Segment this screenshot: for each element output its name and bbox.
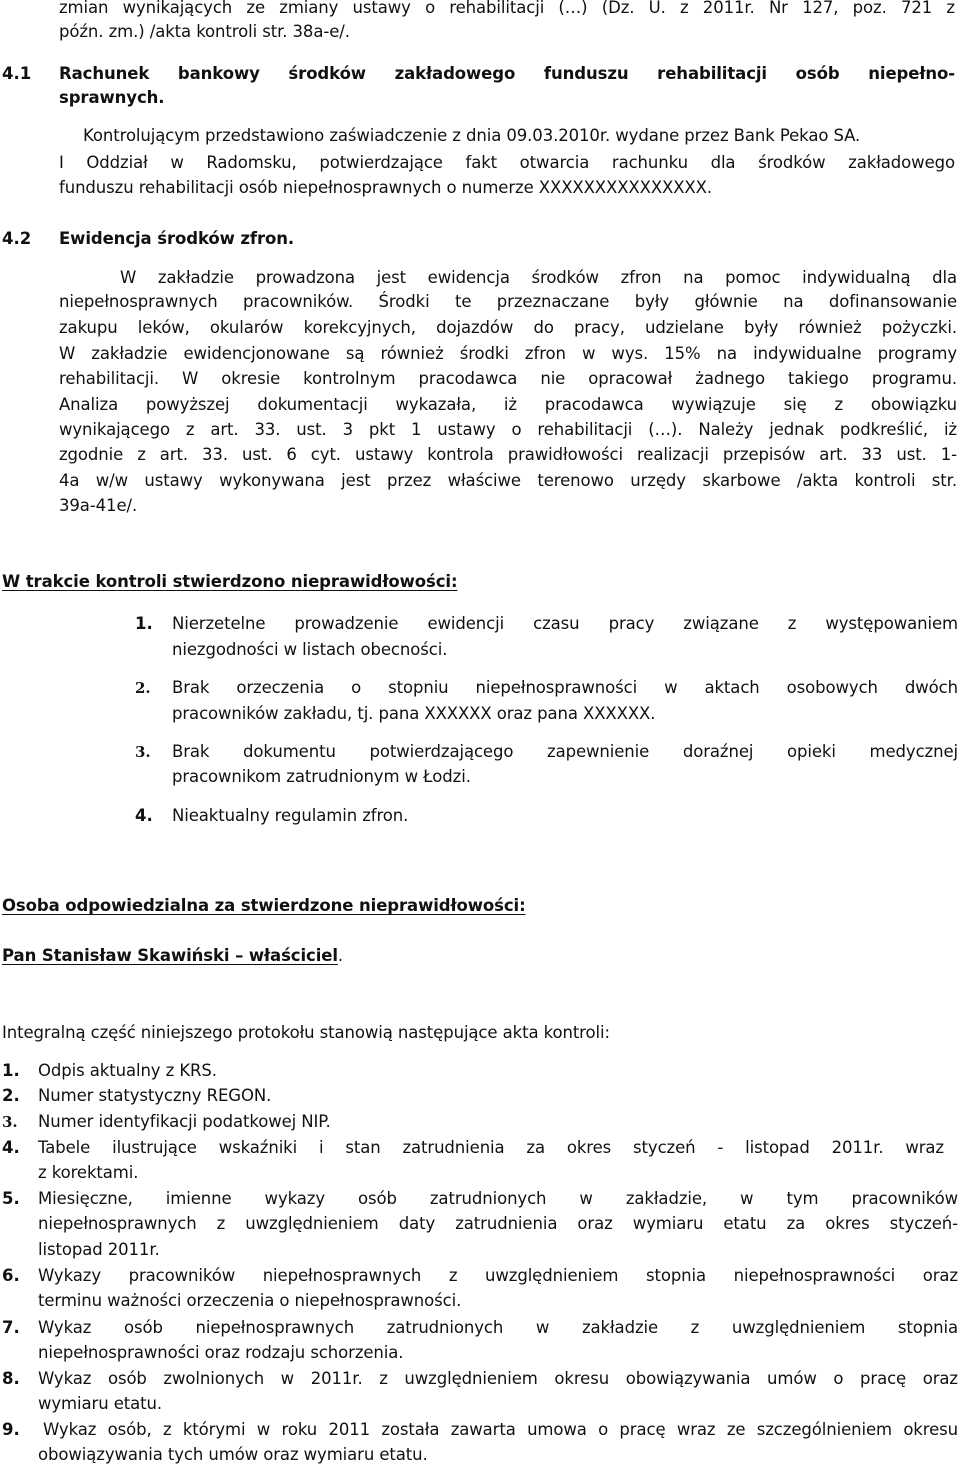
section-4-2-body-line-8: zgodnie z art. 33. ust. 6 cyt. ustawy kontrola prawidłowości realizacji przepisów art. 33 ust. 1-: [59, 445, 957, 464]
responsible-name: Pan Stanisław Skawiński – właściciel: [2, 946, 338, 965]
section-4-2-body-line-7: wynikającego z art. 33. ust. 3 pkt 1 ustawy o rehabilitacji (…). Należy jednak podkreślić, iż: [59, 420, 957, 439]
attachment-5-line-2: niepełnosprawnych z uwzględnieniem daty zatrudnienia oraz wymiaru etatu za okres styczeń-: [38, 1214, 958, 1233]
attachment-2-line-1: Numer statystyczny REGON.: [38, 1086, 272, 1105]
section-4-1-number: 4.1: [2, 64, 32, 83]
finding-number: 4.: [135, 806, 153, 825]
attachment-9-line-1: Wykaz osób, z którymi w roku 2011 została zawarta umowa o pracę wraz ze szczególnieniem okresu: [43, 1420, 958, 1439]
section-4-1-body-line-2: I Oddział w Radomsku, potwierdzające fakt otwarcia rachunku dla środków zakładowego: [59, 153, 955, 172]
intro-line-1: zmian wynikających ze zmiany ustawy o rehabilitacji (…) (Dz. U. z 2011r. Nr 127, poz. 721 z: [59, 0, 955, 17]
attachment-number: 3.: [2, 1113, 18, 1131]
attachment-7-line-1: Wykaz osób niepełnosprawnych zatrudnionych w zakładzie z uwzględnieniem stopnia: [38, 1318, 958, 1337]
finding-2-line-1: Brak orzeczenia o stopniu niepełnosprawności w aktach osobowych dwóch: [172, 678, 958, 697]
section-4-2-body-line-3: zakupu leków, okularów korekcyjnych, dojazdów do pracy, udzielane były również pożyczki.: [59, 318, 957, 337]
section-4-2-body-line-1: W zakładzie prowadzona jest ewidencja środków zfron na pomoc indywidualną dla: [120, 268, 957, 287]
finding-1-line-2: niezgodności w listach obecności.: [172, 640, 448, 659]
attachment-4-line-1: Tabele ilustrujące wskaźniki i stan zatrudnienia za okres styczeń - listopad 2011r. wraz: [38, 1138, 944, 1157]
responsible-heading: Osoba odpowiedzialna za stwierdzone nieprawidłowości:: [2, 896, 526, 915]
section-4-2-body-line-2: niepełnosprawnych pracowników. Środki te przeznaczane były głównie na dofinansowanie: [59, 292, 957, 311]
finding-1-line-1: Nierzetelne prowadzenie ewidencji czasu pracy związane z występowaniem: [172, 614, 958, 633]
intro-line-2: późn. zm.) /akta kontroli str. 38a-e/.: [59, 22, 350, 41]
section-4-2-body-line-6: Analiza powyższej dokumentacji wykazała, iż pracodawca wywiązuje się z obowiązku: [59, 395, 957, 414]
attachment-8-line-2: wymiaru etatu.: [38, 1394, 163, 1413]
attachment-8-line-1: Wykaz osób zwolnionych w 2011r. z uwzględnieniem okresu obowiązywania umów o pracę oraz: [38, 1369, 958, 1388]
attachment-4-line-2: z korektami.: [38, 1163, 139, 1182]
attachment-number: 2.: [2, 1086, 20, 1105]
section-4-1-title-line-2: sprawnych.: [59, 88, 165, 107]
section-4-2-body-line-10: 39a-41e/.: [59, 496, 138, 515]
finding-number: 1.: [135, 614, 153, 633]
section-4-2-number: 4.2: [2, 229, 32, 248]
attachment-number: 8.: [2, 1369, 20, 1388]
section-4-2-body-line-5: rehabilitacji. W okresie kontrolnym pracodawca nie opracował żadnego takiego programu.: [59, 369, 957, 388]
section-4-2-body-line-9: 4a w/w ustawy wykonywana jest przez właściwe terenowo urzędy skarbowe /akta kontroli str.: [59, 471, 957, 490]
finding-3-line-1: Brak dokumentu potwierdzającego zapewnienie doraźnej opieki medycznej: [172, 742, 958, 761]
section-4-2-title: Ewidencja środków zfron.: [59, 229, 295, 248]
finding-4-line-1: Nieaktualny regulamin zfron.: [172, 806, 409, 825]
attachment-3-line-1: Numer identyfikacji podatkowej NIP.: [38, 1112, 331, 1131]
attachment-number: 1.: [2, 1061, 20, 1080]
section-4-1-body-line-3: funduszu rehabilitacji osób niepełnosprawnych o numerze XXXXXXXXXXXXXXX.: [59, 178, 712, 197]
attachment-5-line-3: listopad 2011r.: [38, 1240, 160, 1259]
attachment-6-line-1: Wykazy pracowników niepełnosprawnych z uwzględnieniem stopnia niepełnosprawności oraz: [38, 1266, 958, 1285]
findings-heading: W trakcie kontroli stwierdzono nieprawidłowości:: [2, 572, 458, 591]
responsible-person: [2, 944, 343, 968]
attachment-number: 5.: [2, 1189, 20, 1208]
attachment-number: 9.: [2, 1420, 20, 1439]
attachment-number: 7.: [2, 1318, 20, 1337]
attachment-1-line-1: Odpis aktualny z KRS.: [38, 1061, 217, 1080]
finding-2-line-2: pracowników zakładu, tj. pana XXXXXX oraz pana XXXXXX.: [172, 704, 656, 723]
attachment-5-line-1: Miesięczne, imienne wykazy osób zatrudnionych w zakładzie, w tym pracowników: [38, 1189, 958, 1208]
attachment-7-line-2: niepełnosprawności oraz rodzaju schorzenia.: [38, 1343, 404, 1362]
section-4-1-body-line-1: Kontrolującym przedstawiono zaświadczenie z dnia 09.03.2010r. wydane przez Bank Pekao SA.: [83, 126, 861, 145]
finding-number: 2.: [135, 679, 151, 697]
responsible-name-suffix: .: [337, 946, 344, 965]
section-4-2-body-line-4: W zakładzie ewidencjonowane są również środki zfron w wys. 15% na indywidualne programy: [59, 344, 957, 363]
attachment-number: 6.: [2, 1266, 20, 1285]
attachment-9-line-2: obowiązywania tych umów oraz wymiaru etatu.: [38, 1445, 428, 1464]
attachment-6-line-2: terminu ważności orzeczenia o niepełnosprawności.: [38, 1291, 462, 1310]
attachments-intro: Integralną część niniejszego protokołu stanowią następujące akta kontroli:: [2, 1023, 610, 1042]
section-4-1-title-line-1: Rachunek bankowy środków zakładowego funduszu rehabilitacji osób niepełno-: [59, 64, 955, 83]
finding-3-line-2: pracownikom zatrudnionym w Łodzi.: [172, 767, 471, 786]
finding-number: 3.: [135, 743, 151, 761]
attachment-number: 4.: [2, 1138, 20, 1157]
